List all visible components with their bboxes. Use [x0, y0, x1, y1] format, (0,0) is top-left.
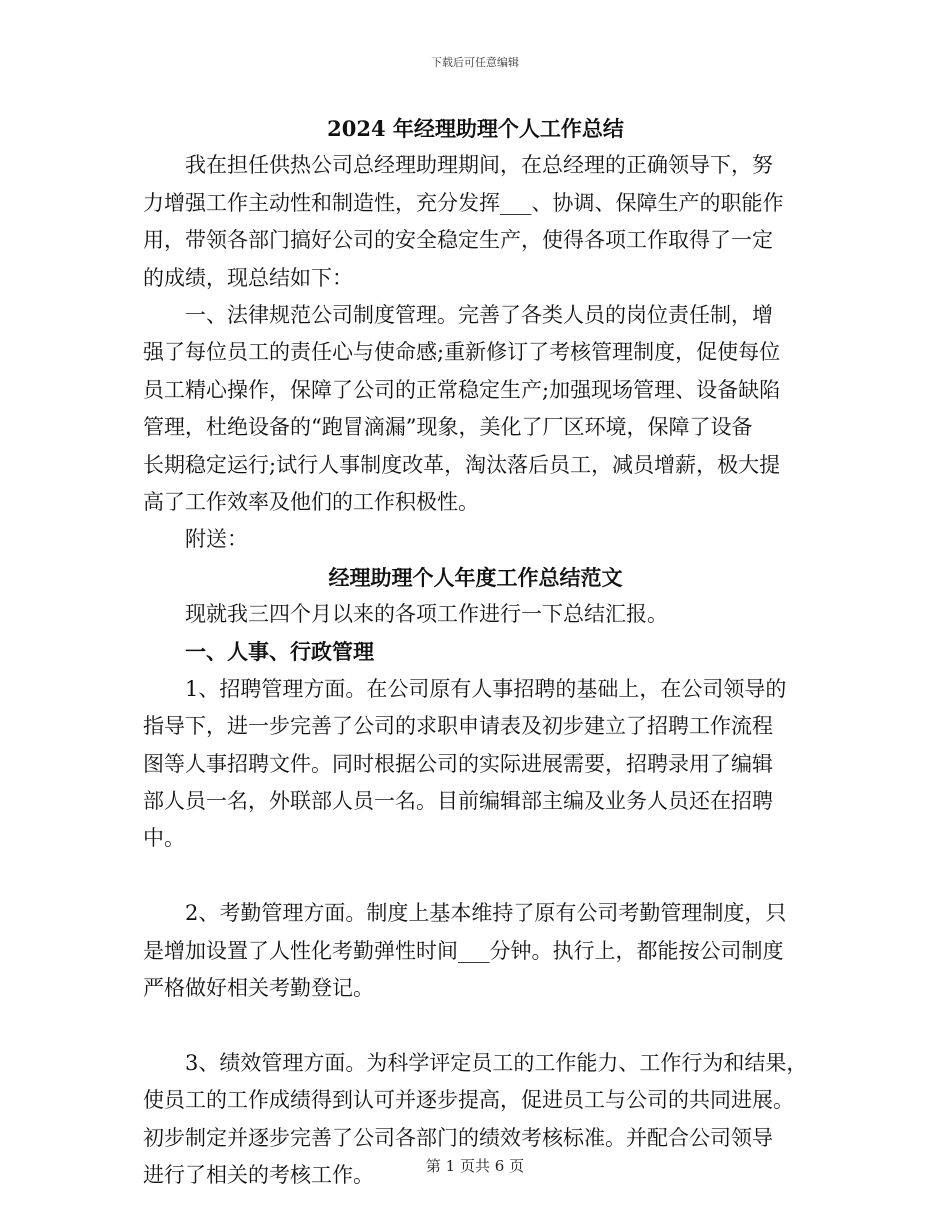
- blank-line: [143, 858, 808, 895]
- paragraph-line: 图等人事招聘文件。同时根据公司的实际进展需要，招聘录用了编辑: [143, 751, 773, 776]
- paragraph-line: 中。: [143, 826, 185, 851]
- paragraph-line: 高了工作效率及他们的工作积极性。: [143, 489, 479, 514]
- paragraph-line: 部人员一名，外联部人员一名。目前编辑部主编及业务人员还在招聘: [143, 789, 773, 814]
- paragraph-line: 进行了相关的考核工作。: [143, 1162, 374, 1187]
- paragraph-line: 员工精心操作，保障了公司的正常稳定生产;加强现场管理、设备缺陷: [143, 377, 781, 402]
- paragraph-line: 严格做好相关考勤登记。: [143, 975, 374, 1000]
- paragraph-line: 使员工的工作成绩得到认可并逐步提高，促进员工与公司的共同进展。: [143, 1088, 794, 1113]
- paragraph-line: 管理，杜绝设备的“跑冒滴漏”现象，美化了厂区环境，保障了设备: [143, 415, 753, 440]
- paragraph-line: 用，带领各部门搞好公司的安全稳定生产，使得各项工作取得了一定: [143, 228, 773, 253]
- paragraph-line: 的成绩，现总结如下：: [143, 265, 353, 290]
- paragraph-line: 力增强工作主动性和制造性，充分发挥___、协调、保障生产的职能作: [143, 190, 784, 215]
- paragraph-line: 初步制定并逐步完善了公司各部门的绩效考核标准。并配合公司领导: [143, 1125, 773, 1150]
- paragraph-line: 现就我三四个月以来的各项工作进行一下总结汇报。: [185, 602, 668, 627]
- paragraph-line: 我在担任供热公司总经理助理期间，在总经理的正确领导下，努: [185, 153, 773, 178]
- document-title: 2024 年经理助理个人工作总结: [327, 116, 624, 141]
- section-title: 经理助理个人年度工作总结范文: [328, 564, 623, 590]
- page-footer-number: 第 1 页共 6 页: [425, 1157, 525, 1175]
- document-body: [143, 110, 808, 1194]
- paragraph-line: 指导下，进一步完善了公司的求职申请表及初步建立了招聘工作流程: [143, 714, 773, 739]
- paragraph-line: 3、绩效管理方面。为科学评定员工的工作能力、工作行为和结果，: [185, 1050, 808, 1075]
- paragraph-line: 2、考勤管理方面。制度上基本维持了原有公司考勤管理制度，只: [185, 901, 787, 926]
- blank-line: [143, 1007, 808, 1044]
- paragraph-line: 一、法律规范公司制度管理。完善了各类人员的岗位责任制，增: [185, 302, 773, 327]
- page-header-note: 下载后可任意编辑: [431, 56, 519, 69]
- paragraph-line: 1、招聘管理方面。在公司原有人事招聘的基础上，在公司领导的: [185, 676, 787, 701]
- paragraph-line: 是增加设置了人性化考勤弹性时间___分钟。执行上，都能按公司制度: [143, 938, 784, 963]
- paragraph-line: 长期稳定运行;试行人事制度改革，淘汰落后员工，减员增薪，极大提: [143, 452, 781, 477]
- paragraph-line: 强了每位员工的责任心与使命感;重新修订了考核管理制度，促使每位: [143, 340, 781, 365]
- appendix-label: 附送：: [185, 527, 248, 552]
- section-heading: 一、人事、行政管理: [185, 639, 374, 665]
